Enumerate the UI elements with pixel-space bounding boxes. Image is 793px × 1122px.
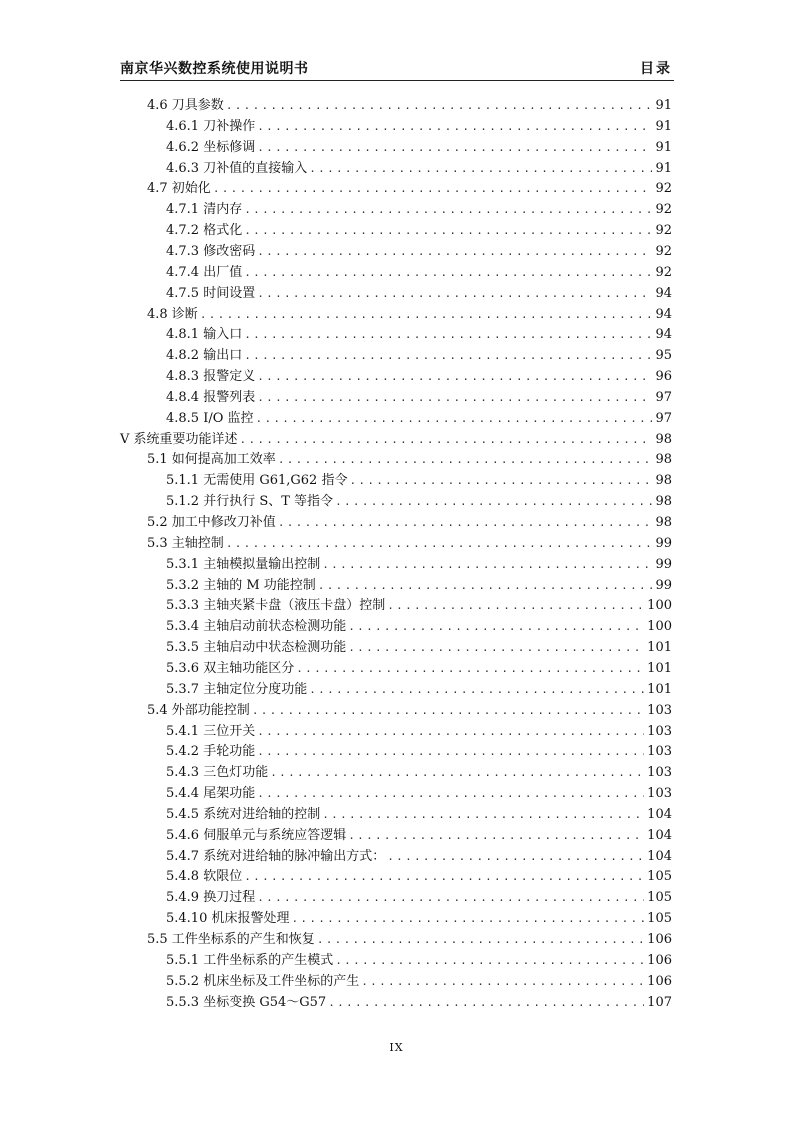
toc-entry-title: 5.4.7 系统对进给轴的脉冲输出方式：	[166, 848, 386, 864]
dot-leader	[226, 98, 653, 114]
toc-entry-page: 91	[655, 139, 672, 155]
toc-entry-page: 104	[647, 806, 672, 822]
toc-entry[interactable]	[166, 406, 672, 427]
toc-entry-title: 5.4.4 尾架功能	[166, 786, 256, 802]
dot-leader	[257, 119, 652, 135]
toc-entry-title: 4.8.3 报警定义	[166, 369, 256, 385]
toc-entry[interactable]	[166, 593, 672, 614]
toc-entry-title: 4.8.2 输出口	[166, 348, 243, 364]
dot-leader	[335, 494, 652, 510]
dot-leader	[335, 953, 644, 969]
dot-leader	[257, 286, 652, 302]
toc-entry-title: 5.3.7 主轴定位分度功能	[166, 681, 308, 697]
dot-leader	[244, 348, 652, 364]
dot-leader	[270, 765, 644, 781]
toc-entry-page: 103	[647, 765, 672, 781]
toc-entry-title: 5.4.3 三色灯功能	[166, 765, 269, 781]
toc-entry-page: 92	[655, 223, 672, 239]
toc-entry-title: 4.8.4 报警列表	[166, 389, 256, 405]
toc-entry[interactable]	[166, 885, 672, 906]
toc-entry-title: 5.5.1 工件坐标系的产生模式	[166, 952, 334, 968]
dot-leader	[257, 890, 644, 906]
dot-leader	[244, 869, 644, 885]
toc-entry-title: 5.5 工件坐标系的产生和恢复	[147, 932, 315, 947]
toc-entry-page: 91	[655, 160, 672, 176]
dot-leader	[328, 995, 644, 1011]
toc-entry[interactable]	[166, 823, 672, 844]
toc-entry-page: 92	[655, 264, 672, 280]
toc-entry-page: 99	[655, 556, 672, 572]
toc-entry-page: 106	[647, 952, 672, 968]
dot-leader	[257, 140, 652, 156]
toc-entry-title: 5.3.2 主轴的 M 功能控制	[166, 577, 316, 593]
dot-leader	[309, 682, 644, 698]
toc-entry-title: 5.4.9 换刀过程	[166, 890, 256, 906]
toc-entry-title: 5.4.6 伺服单元与系统应答逻辑	[166, 827, 347, 843]
toc-entry-title: 5.4.5 系统对进给轴的控制	[166, 806, 321, 822]
dot-leader	[361, 974, 644, 990]
toc-entry[interactable]	[166, 656, 672, 677]
toc-entry-title: 5.3.6 双主轴功能区分	[166, 660, 295, 676]
toc-entry-page: 94	[655, 306, 672, 322]
toc-entry-page: 105	[647, 911, 672, 927]
toc-entry[interactable]	[166, 969, 672, 990]
toc-entry-title: 4.7.2 格式化	[166, 223, 243, 239]
toc-entry-title: 4.7.5 时间设置	[166, 285, 256, 301]
document-title: 南京华兴数控系统使用说明书	[120, 61, 309, 77]
dot-leader	[322, 557, 652, 573]
dot-leader	[349, 473, 652, 489]
dot-leader	[318, 578, 653, 594]
toc-entry[interactable]	[166, 385, 672, 406]
toc-entry-title: 5.3.3 主轴夹紧卡盘（液压卡盘）控制	[166, 598, 386, 614]
dot-leader	[278, 452, 653, 468]
toc-entry-title: 4.6.1 刀补操作	[166, 118, 256, 134]
toc-entry-title: 4.8.1 输入口	[166, 327, 243, 343]
dot-leader	[257, 369, 652, 385]
toc-entry-title: 5.3.4 主轴启动前状态检测功能	[166, 619, 347, 635]
toc-entry[interactable]	[166, 260, 672, 281]
toc-entry-page: 101	[647, 640, 672, 656]
toc-entry[interactable]	[166, 468, 672, 489]
toc-entry[interactable]	[147, 698, 672, 719]
toc-entry-title: Ⅴ 系统重要功能详述	[120, 431, 238, 447]
toc-entry-page: 98	[655, 431, 672, 447]
toc-entry-page: 103	[647, 744, 672, 760]
toc-entry[interactable]	[147, 510, 672, 531]
toc-entry[interactable]	[166, 197, 672, 218]
toc-entry-title: 4.7.4 出厂值	[166, 264, 243, 280]
toc-entry-page: 101	[647, 681, 672, 697]
dot-leader	[317, 932, 644, 948]
toc-entry-page: 98	[655, 494, 672, 510]
toc-entry-page: 104	[647, 848, 672, 864]
toc-entry[interactable]	[166, 156, 672, 177]
toc-entry[interactable]	[166, 114, 672, 135]
toc-entry-title: 4.8.5 I/O 监控	[166, 410, 254, 426]
toc-entry-page: 106	[647, 932, 672, 947]
toc-entry-title: 4.7.3 修改密码	[166, 243, 256, 259]
dot-leader	[296, 661, 644, 677]
toc-entry[interactable]	[166, 677, 672, 698]
toc-entry[interactable]	[166, 739, 672, 760]
dot-leader	[200, 307, 653, 323]
dot-leader	[240, 432, 653, 448]
toc-entry-title: 5.4.1 三位开关	[166, 723, 256, 739]
dot-leader	[244, 265, 652, 281]
toc-entry-page: 105	[647, 869, 672, 885]
toc-entry-title: 5.3.5 主轴启动中状态检测功能	[166, 640, 347, 656]
dot-leader	[244, 327, 652, 343]
dot-leader	[257, 244, 652, 260]
toc-entry-title: 5.3.1 主轴模拟量输出控制	[166, 556, 321, 572]
toc-entry-page: 91	[655, 118, 672, 134]
toc-entry-title: 5.2 加工中修改刀补值	[147, 515, 276, 530]
section-title: 目录	[640, 61, 672, 77]
toc-entry-page: 97	[655, 389, 672, 405]
toc-entry[interactable]	[147, 531, 672, 552]
toc-entry[interactable]	[166, 864, 672, 885]
dot-leader	[257, 390, 652, 406]
toc-entry-title: 4.7.1 清内存	[166, 202, 243, 218]
dot-leader	[348, 828, 644, 844]
toc-entry-page: 106	[647, 973, 672, 989]
dot-leader	[244, 202, 652, 218]
toc-entry[interactable]	[147, 176, 672, 197]
dot-leader	[257, 786, 644, 802]
toc-entry-title: 4.7 初始化	[147, 181, 211, 197]
toc-entry[interactable]	[166, 552, 672, 573]
toc-entry-page: 94	[655, 285, 672, 301]
toc-entry-title: 5.1.1 无需使用 G61,G62 指令	[166, 473, 348, 489]
toc-entry-title: 4.6.2 坐标修调	[166, 139, 256, 155]
toc-entry-title: 5.4.2 手轮功能	[166, 744, 256, 760]
dot-leader	[278, 515, 653, 531]
dot-leader	[226, 536, 653, 552]
toc-entry[interactable]	[166, 218, 672, 239]
toc-entry[interactable]	[166, 990, 672, 1011]
toc-entry-page: 95	[655, 348, 672, 364]
toc-entry-title: 5.1 如何提高加工效率	[147, 452, 276, 468]
toc-entry-page: 103	[647, 786, 672, 802]
dot-leader	[387, 598, 644, 614]
toc-entry[interactable]	[147, 302, 672, 323]
toc-entry[interactable]	[166, 948, 672, 969]
toc-entry[interactable]	[166, 906, 672, 927]
toc-entry-page: 100	[647, 598, 672, 614]
toc-entry[interactable]	[166, 573, 672, 594]
toc-entry[interactable]	[147, 93, 672, 114]
page-number: IX	[389, 1041, 404, 1054]
toc-entry[interactable]	[166, 635, 672, 656]
toc-entry-page: 92	[655, 202, 672, 218]
toc-entry-page: 103	[647, 723, 672, 739]
toc-entry-title: 5.5.2 机床坐标及工件坐标的产生	[166, 973, 360, 989]
toc-entry-page: 97	[655, 410, 672, 426]
toc-entry[interactable]	[166, 135, 672, 156]
toc-entry[interactable]	[166, 844, 672, 865]
dot-leader	[257, 744, 644, 760]
toc-entry-title: 5.4 外部功能控制	[147, 702, 250, 718]
toc-entry[interactable]	[120, 427, 672, 448]
toc-entry-page: 92	[655, 181, 672, 197]
toc-entry-page: 101	[647, 660, 672, 676]
toc-entry[interactable]	[166, 239, 672, 260]
toc-entry[interactable]	[166, 760, 672, 781]
dot-leader	[252, 703, 644, 719]
toc-entry-page: 98	[655, 452, 672, 468]
dot-leader	[322, 807, 644, 823]
toc-entry[interactable]	[166, 719, 672, 740]
toc-entry[interactable]	[166, 281, 672, 302]
toc-entry[interactable]	[166, 614, 672, 635]
toc-entry-page: 107	[647, 994, 672, 1010]
toc-entry-page: 98	[655, 515, 672, 530]
toc-entry-page: 98	[655, 473, 672, 489]
toc-entry-page: 96	[655, 369, 672, 385]
dot-leader	[257, 724, 644, 740]
toc-entry-title: 4.6 刀具参数	[147, 98, 224, 113]
dot-leader	[256, 411, 653, 427]
toc-entry-page: 104	[647, 827, 672, 843]
toc-entry-title: 5.4.8 软限位	[166, 869, 243, 885]
dot-leader	[309, 161, 652, 177]
toc-entry-page: 100	[647, 619, 672, 635]
toc-entry[interactable]	[166, 802, 672, 823]
toc-entry-title: 5.4.10 机床报警处理	[166, 911, 290, 927]
toc-entry[interactable]	[166, 322, 672, 343]
toc-entry[interactable]	[166, 781, 672, 802]
toc-entry-page: 92	[655, 243, 672, 259]
toc-entry-page: 99	[655, 577, 672, 593]
toc-entry[interactable]	[166, 343, 672, 364]
toc-entry-title: 5.5.3 坐标变换 G54～G57	[166, 994, 327, 1010]
toc-entry-title: 5.1.2 并行执行 S、T 等指令	[166, 494, 334, 510]
toc-entry-title: 4.6.3 刀补值的直接输入	[166, 160, 308, 176]
toc-entry[interactable]	[147, 447, 672, 468]
toc-entry-title: 5.3 主轴控制	[147, 535, 224, 551]
toc-entry-page: 105	[647, 890, 672, 906]
dot-leader	[348, 640, 644, 656]
toc-entry-title: 4.8 诊断	[147, 306, 198, 322]
toc-entry-page: 91	[655, 98, 672, 113]
toc-entry-page: 94	[655, 327, 672, 343]
page-header	[120, 58, 674, 81]
dot-leader	[244, 223, 652, 239]
dot-leader	[291, 911, 644, 927]
toc-entry-page: 99	[655, 535, 672, 551]
toc-entry[interactable]	[147, 927, 672, 948]
toc-entry[interactable]	[166, 489, 672, 510]
toc-entry-page: 103	[647, 702, 672, 718]
dot-leader	[348, 619, 644, 635]
dot-leader	[213, 181, 653, 197]
dot-leader	[387, 849, 644, 865]
toc-entry[interactable]	[166, 364, 672, 385]
